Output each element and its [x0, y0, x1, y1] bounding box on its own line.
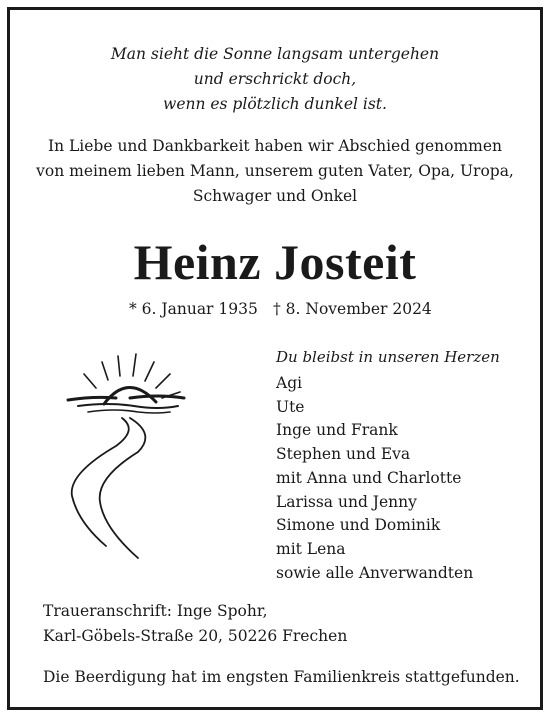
list-item: mit Lena [276, 539, 346, 558]
funeral-note: Die Beerdigung hat im engsten Familienkreis stattgefunden. [43, 668, 520, 686]
intro-text [10, 134, 540, 209]
list-item: Simone und Dominik [276, 516, 441, 535]
mourners-list [276, 372, 473, 585]
address-line: Karl-Göbels-Straße 20, 50226 Frechen [43, 627, 348, 645]
intro-line: In Liebe und Dankbarkeit haben wir Abschied genommen [47, 137, 503, 155]
list-item: Agi [276, 374, 303, 392]
poem-line: wenn es plötzlich dunkel ist. [163, 95, 387, 113]
intro-line: Schwager und Onkel [192, 187, 358, 205]
list-item: Ute [276, 397, 305, 416]
intro-line: von meinem lieben Mann, unserem guten Vater, Opa, Uropa, [36, 162, 514, 180]
motto: Du bleibst in unseren Herzen [276, 348, 500, 366]
list-item: Larissa und Jenny [276, 492, 417, 511]
deceased-name: Heinz Josteit [133, 234, 417, 290]
poem-line: Man sieht die Sonne langsam untergehen [110, 45, 440, 63]
birth-date: * 6. Januar 1935 [129, 300, 258, 318]
sunset-path-icon [38, 346, 198, 566]
obituary-notice [7, 7, 543, 710]
poem [10, 42, 540, 117]
list-item: mit Anna und Charlotte [276, 468, 462, 487]
list-item: sowie alle Anverwandten [276, 563, 474, 582]
death-date: † 8. November 2024 [273, 300, 432, 318]
poem-line: und erschrickt doch, [193, 70, 357, 88]
address-line: Traueranschrift: Inge Spohr, [43, 602, 268, 620]
list-item: Inge und Frank [276, 421, 398, 440]
list-item: Stephen und Eva [276, 445, 411, 464]
mourning-address [43, 599, 347, 649]
